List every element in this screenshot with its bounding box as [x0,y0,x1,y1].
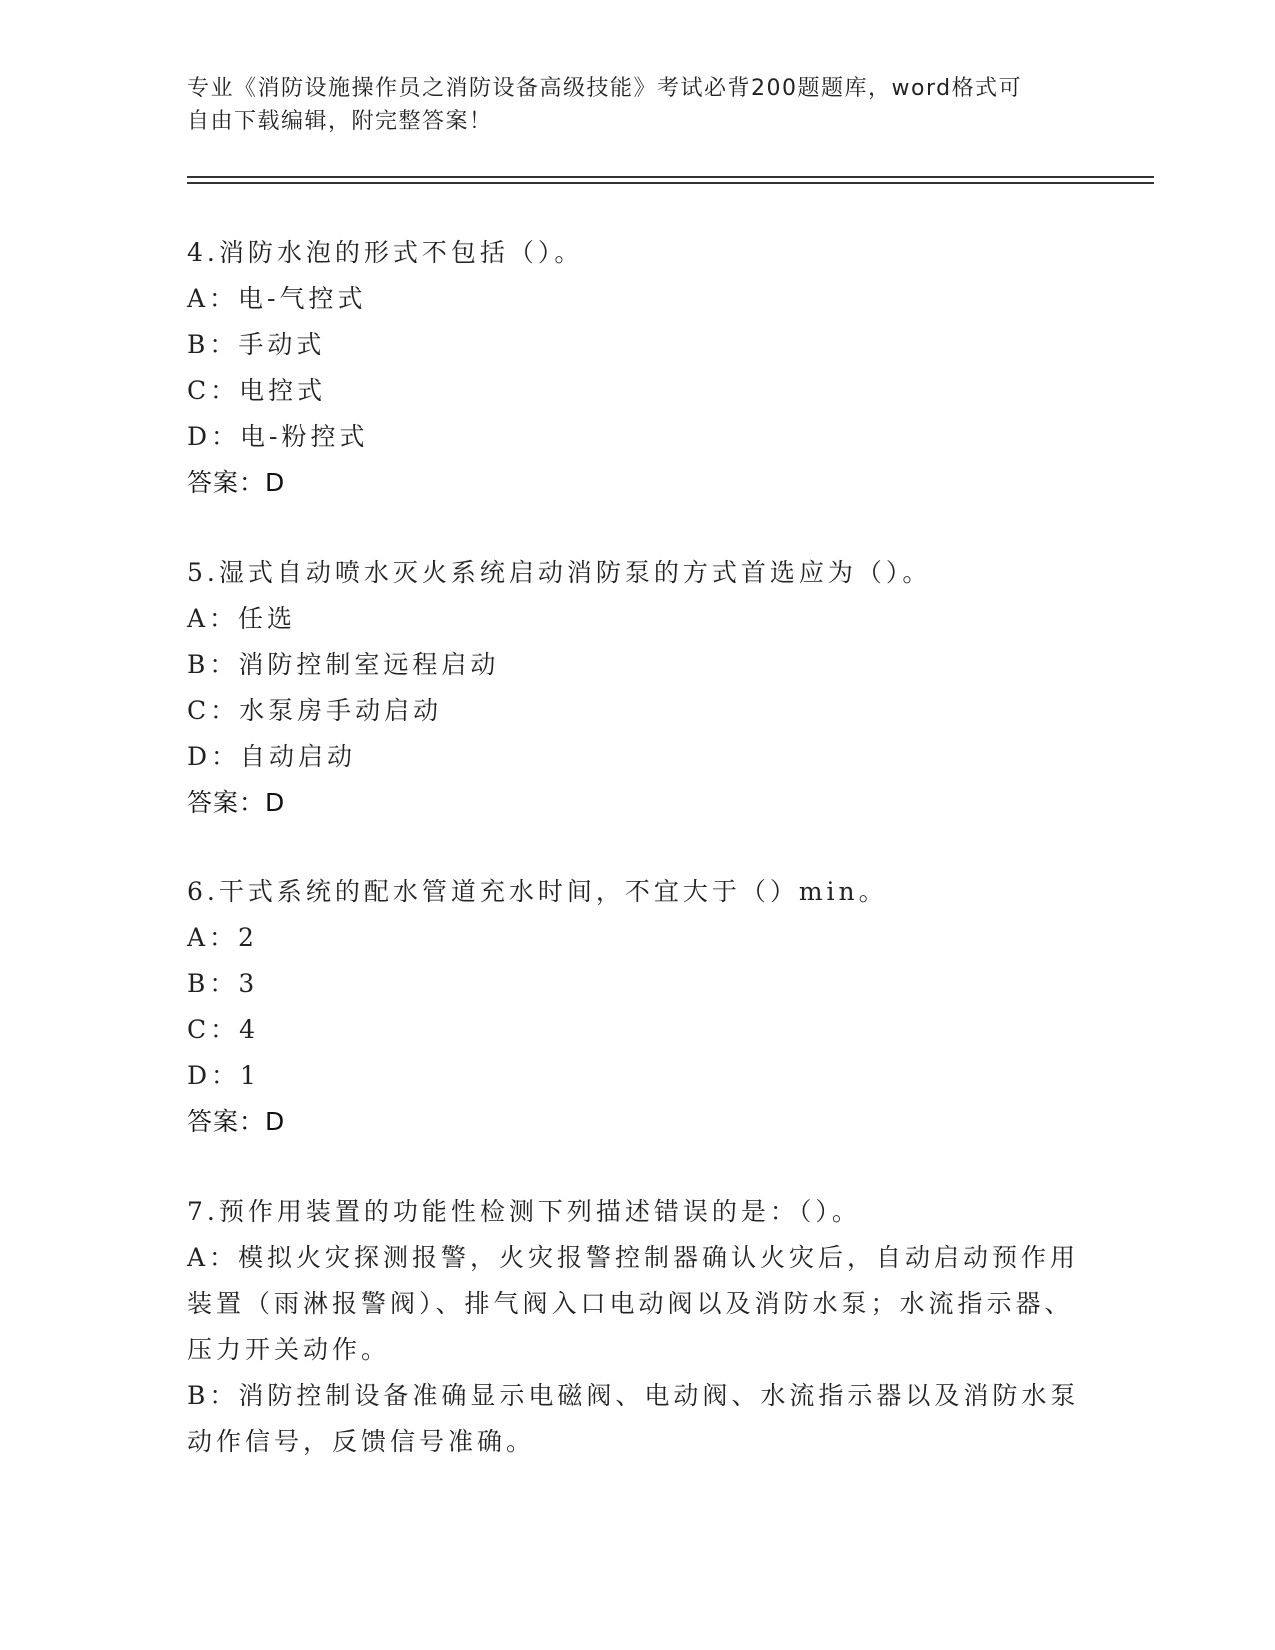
option-d: D：电-粉控式 [187,422,369,451]
header-divider-bottom [187,182,1154,184]
option-b: B：消防控制设备准确显示电磁阀、电动阀、水流指示器以及消防水泵动作信号，反馈信号准确。 [187,1381,1080,1456]
answer: 答案：D [187,788,286,817]
answer: 答案：D [187,468,286,497]
option-a: A：任选 [187,604,297,633]
option-c: C：4 [187,1015,260,1044]
header-line-2: 自由下载编辑，附完整答案！ [187,109,493,134]
option-c: C：水泵房手动启动 [187,696,443,725]
option-b: B：消防控制室远程启动 [187,650,500,679]
question-stem: 7.预作用装置的功能性检测下列描述错误的是：（）。 [187,1197,861,1226]
option-b: B：3 [187,969,259,998]
question-5 [187,550,1087,826]
question-4 [187,230,1087,506]
option-a: A：模拟火灾探测报警，火灾报警控制器确认火灾后，自动启动预作用装置（雨淋报警阀）、排气阀入口电动阀以及消防水泵；水流指示器、压力开关动作。 [187,1243,1080,1364]
header-line-1: 专业《消防设施操作员之消防设备高级技能》考试必背200题题库，word格式可 [187,76,1023,101]
option-b: B：手动式 [187,330,326,359]
option-d: D：1 [187,1061,260,1090]
question-stem: 4.消防水泡的形式不包括（）。 [187,238,584,267]
document-header [187,72,1087,138]
option-a: A：2 [187,923,258,952]
answer: 答案：D [187,1107,286,1136]
question-stem: 6.干式系统的配水管道充水时间，不宜大于（）min。 [187,877,888,906]
header-divider-top [187,176,1154,178]
question-6 [187,869,1087,1145]
option-a: A：电-气控式 [187,284,367,313]
question-stem: 5.湿式自动喷水灭火系统启动消防泵的方式首选应为（）。 [187,558,932,587]
option-c: C：电控式 [187,376,327,405]
option-d: D：自动启动 [187,742,357,771]
question-7 [187,1189,1087,1465]
